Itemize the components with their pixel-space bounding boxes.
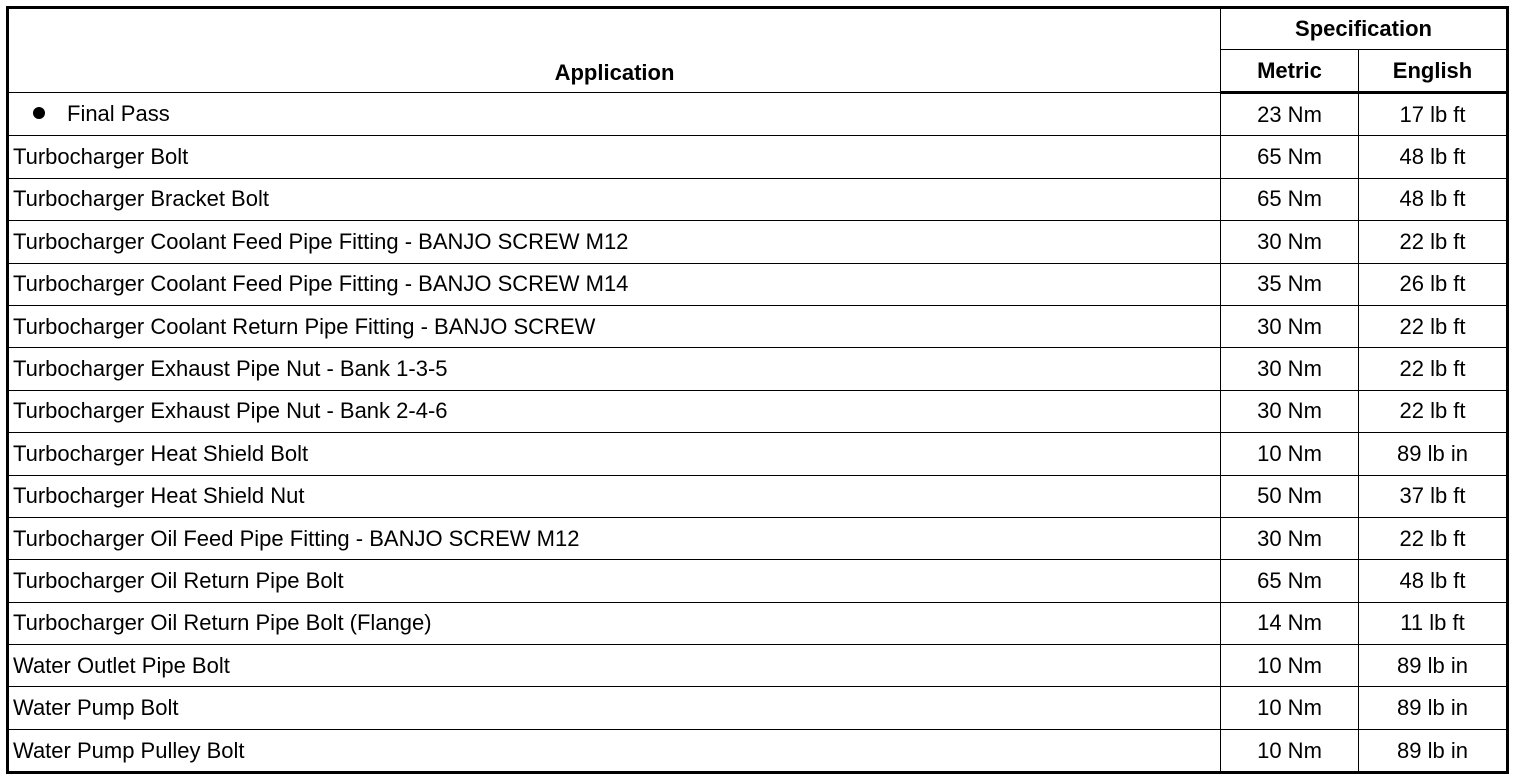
- table-row: [8, 221, 1508, 263]
- cell-metric: 14 Nm: [1221, 602, 1359, 644]
- cell-english: 89 lb in: [1359, 645, 1508, 687]
- cell-metric: 65 Nm: [1221, 136, 1359, 178]
- cell-english: 48 lb ft: [1359, 560, 1508, 602]
- table-row: [8, 560, 1508, 602]
- cell-english: 22 lb ft: [1359, 517, 1508, 559]
- cell-application: [8, 93, 1221, 136]
- cell-english: 37 lb ft: [1359, 475, 1508, 517]
- application-label: Turbocharger Coolant Feed Pipe Fitting - BANJO SCREW M14: [13, 271, 629, 297]
- cell-application: [8, 221, 1221, 263]
- application-label: Turbocharger Bolt: [13, 144, 189, 170]
- table-row: [8, 729, 1508, 772]
- table-row: [8, 263, 1508, 305]
- application-label: Turbocharger Oil Return Pipe Bolt (Flange): [13, 610, 432, 636]
- application-label: Turbocharger Oil Feed Pipe Fitting - BANJO SCREW M12: [13, 525, 580, 551]
- cell-english: 48 lb ft: [1359, 136, 1508, 178]
- cell-metric: 35 Nm: [1221, 263, 1359, 305]
- cell-metric: 65 Nm: [1221, 178, 1359, 220]
- cell-application: [8, 560, 1221, 602]
- cell-metric: 30 Nm: [1221, 305, 1359, 347]
- cell-metric: 30 Nm: [1221, 517, 1359, 559]
- cell-english: 48 lb ft: [1359, 178, 1508, 220]
- cell-english: 22 lb ft: [1359, 305, 1508, 347]
- cell-application: [8, 263, 1221, 305]
- torque-specification-table: [6, 6, 1509, 774]
- table-row: [8, 517, 1508, 559]
- cell-metric: 30 Nm: [1221, 390, 1359, 432]
- table-row: [8, 93, 1508, 136]
- cell-application: [8, 475, 1221, 517]
- application-label: Turbocharger Bracket Bolt: [13, 186, 269, 212]
- cell-application: [8, 645, 1221, 687]
- cell-metric: 10 Nm: [1221, 645, 1359, 687]
- table-row: [8, 136, 1508, 178]
- table-header: [8, 8, 1508, 93]
- table-body: [8, 93, 1508, 773]
- cell-application: [8, 390, 1221, 432]
- column-header-application: Application: [8, 8, 1221, 93]
- cell-application: [8, 305, 1221, 347]
- table-row: [8, 390, 1508, 432]
- table-row: [8, 433, 1508, 475]
- cell-application: [8, 136, 1221, 178]
- application-label: Turbocharger Exhaust Pipe Nut - Bank 2-4-6: [13, 398, 448, 424]
- application-label: Turbocharger Oil Return Pipe Bolt: [13, 567, 344, 593]
- header-row-top: [8, 8, 1508, 50]
- cell-application: [8, 348, 1221, 390]
- cell-metric: 23 Nm: [1221, 93, 1359, 136]
- table-row: [8, 305, 1508, 347]
- cell-english: 89 lb in: [1359, 687, 1508, 729]
- cell-english: 11 lb ft: [1359, 602, 1508, 644]
- application-label: Turbocharger Exhaust Pipe Nut - Bank 1-3-5: [13, 356, 448, 382]
- application-label: Turbocharger Coolant Return Pipe Fitting - BANJO SCREW: [13, 313, 596, 339]
- cell-application: [8, 433, 1221, 475]
- table-row: [8, 687, 1508, 729]
- application-label: Turbocharger Heat Shield Nut: [13, 483, 305, 509]
- cell-english: 22 lb ft: [1359, 390, 1508, 432]
- cell-application: [8, 178, 1221, 220]
- cell-metric: 30 Nm: [1221, 221, 1359, 263]
- column-header-english: English: [1359, 50, 1508, 93]
- table-row: [8, 602, 1508, 644]
- cell-english: 89 lb in: [1359, 729, 1508, 772]
- cell-metric: 65 Nm: [1221, 560, 1359, 602]
- table-row: [8, 348, 1508, 390]
- cell-english: 22 lb ft: [1359, 348, 1508, 390]
- cell-metric: 10 Nm: [1221, 687, 1359, 729]
- cell-english: 17 lb ft: [1359, 93, 1508, 136]
- cell-metric: 30 Nm: [1221, 348, 1359, 390]
- column-header-metric: Metric: [1221, 50, 1359, 93]
- cell-metric: 50 Nm: [1221, 475, 1359, 517]
- application-label: Final Pass: [67, 101, 170, 127]
- cell-english: 89 lb in: [1359, 433, 1508, 475]
- table-row: [8, 645, 1508, 687]
- application-label: Water Pump Bolt: [13, 695, 179, 721]
- table-row: [8, 178, 1508, 220]
- cell-metric: 10 Nm: [1221, 433, 1359, 475]
- cell-metric: 10 Nm: [1221, 729, 1359, 772]
- application-label: Water Pump Pulley Bolt: [13, 737, 245, 763]
- cell-application: [8, 602, 1221, 644]
- table-row: [8, 475, 1508, 517]
- application-label: Water Outlet Pipe Bolt: [13, 652, 230, 678]
- application-label: Turbocharger Coolant Feed Pipe Fitting - BANJO SCREW M12: [13, 228, 629, 254]
- cell-english: 22 lb ft: [1359, 221, 1508, 263]
- cell-application: [8, 729, 1221, 772]
- cell-application: [8, 517, 1221, 559]
- column-header-specification: Specification: [1221, 8, 1508, 50]
- cell-english: 26 lb ft: [1359, 263, 1508, 305]
- cell-application: [8, 687, 1221, 729]
- application-label: Turbocharger Heat Shield Bolt: [13, 440, 309, 466]
- bullet-icon: [33, 107, 45, 119]
